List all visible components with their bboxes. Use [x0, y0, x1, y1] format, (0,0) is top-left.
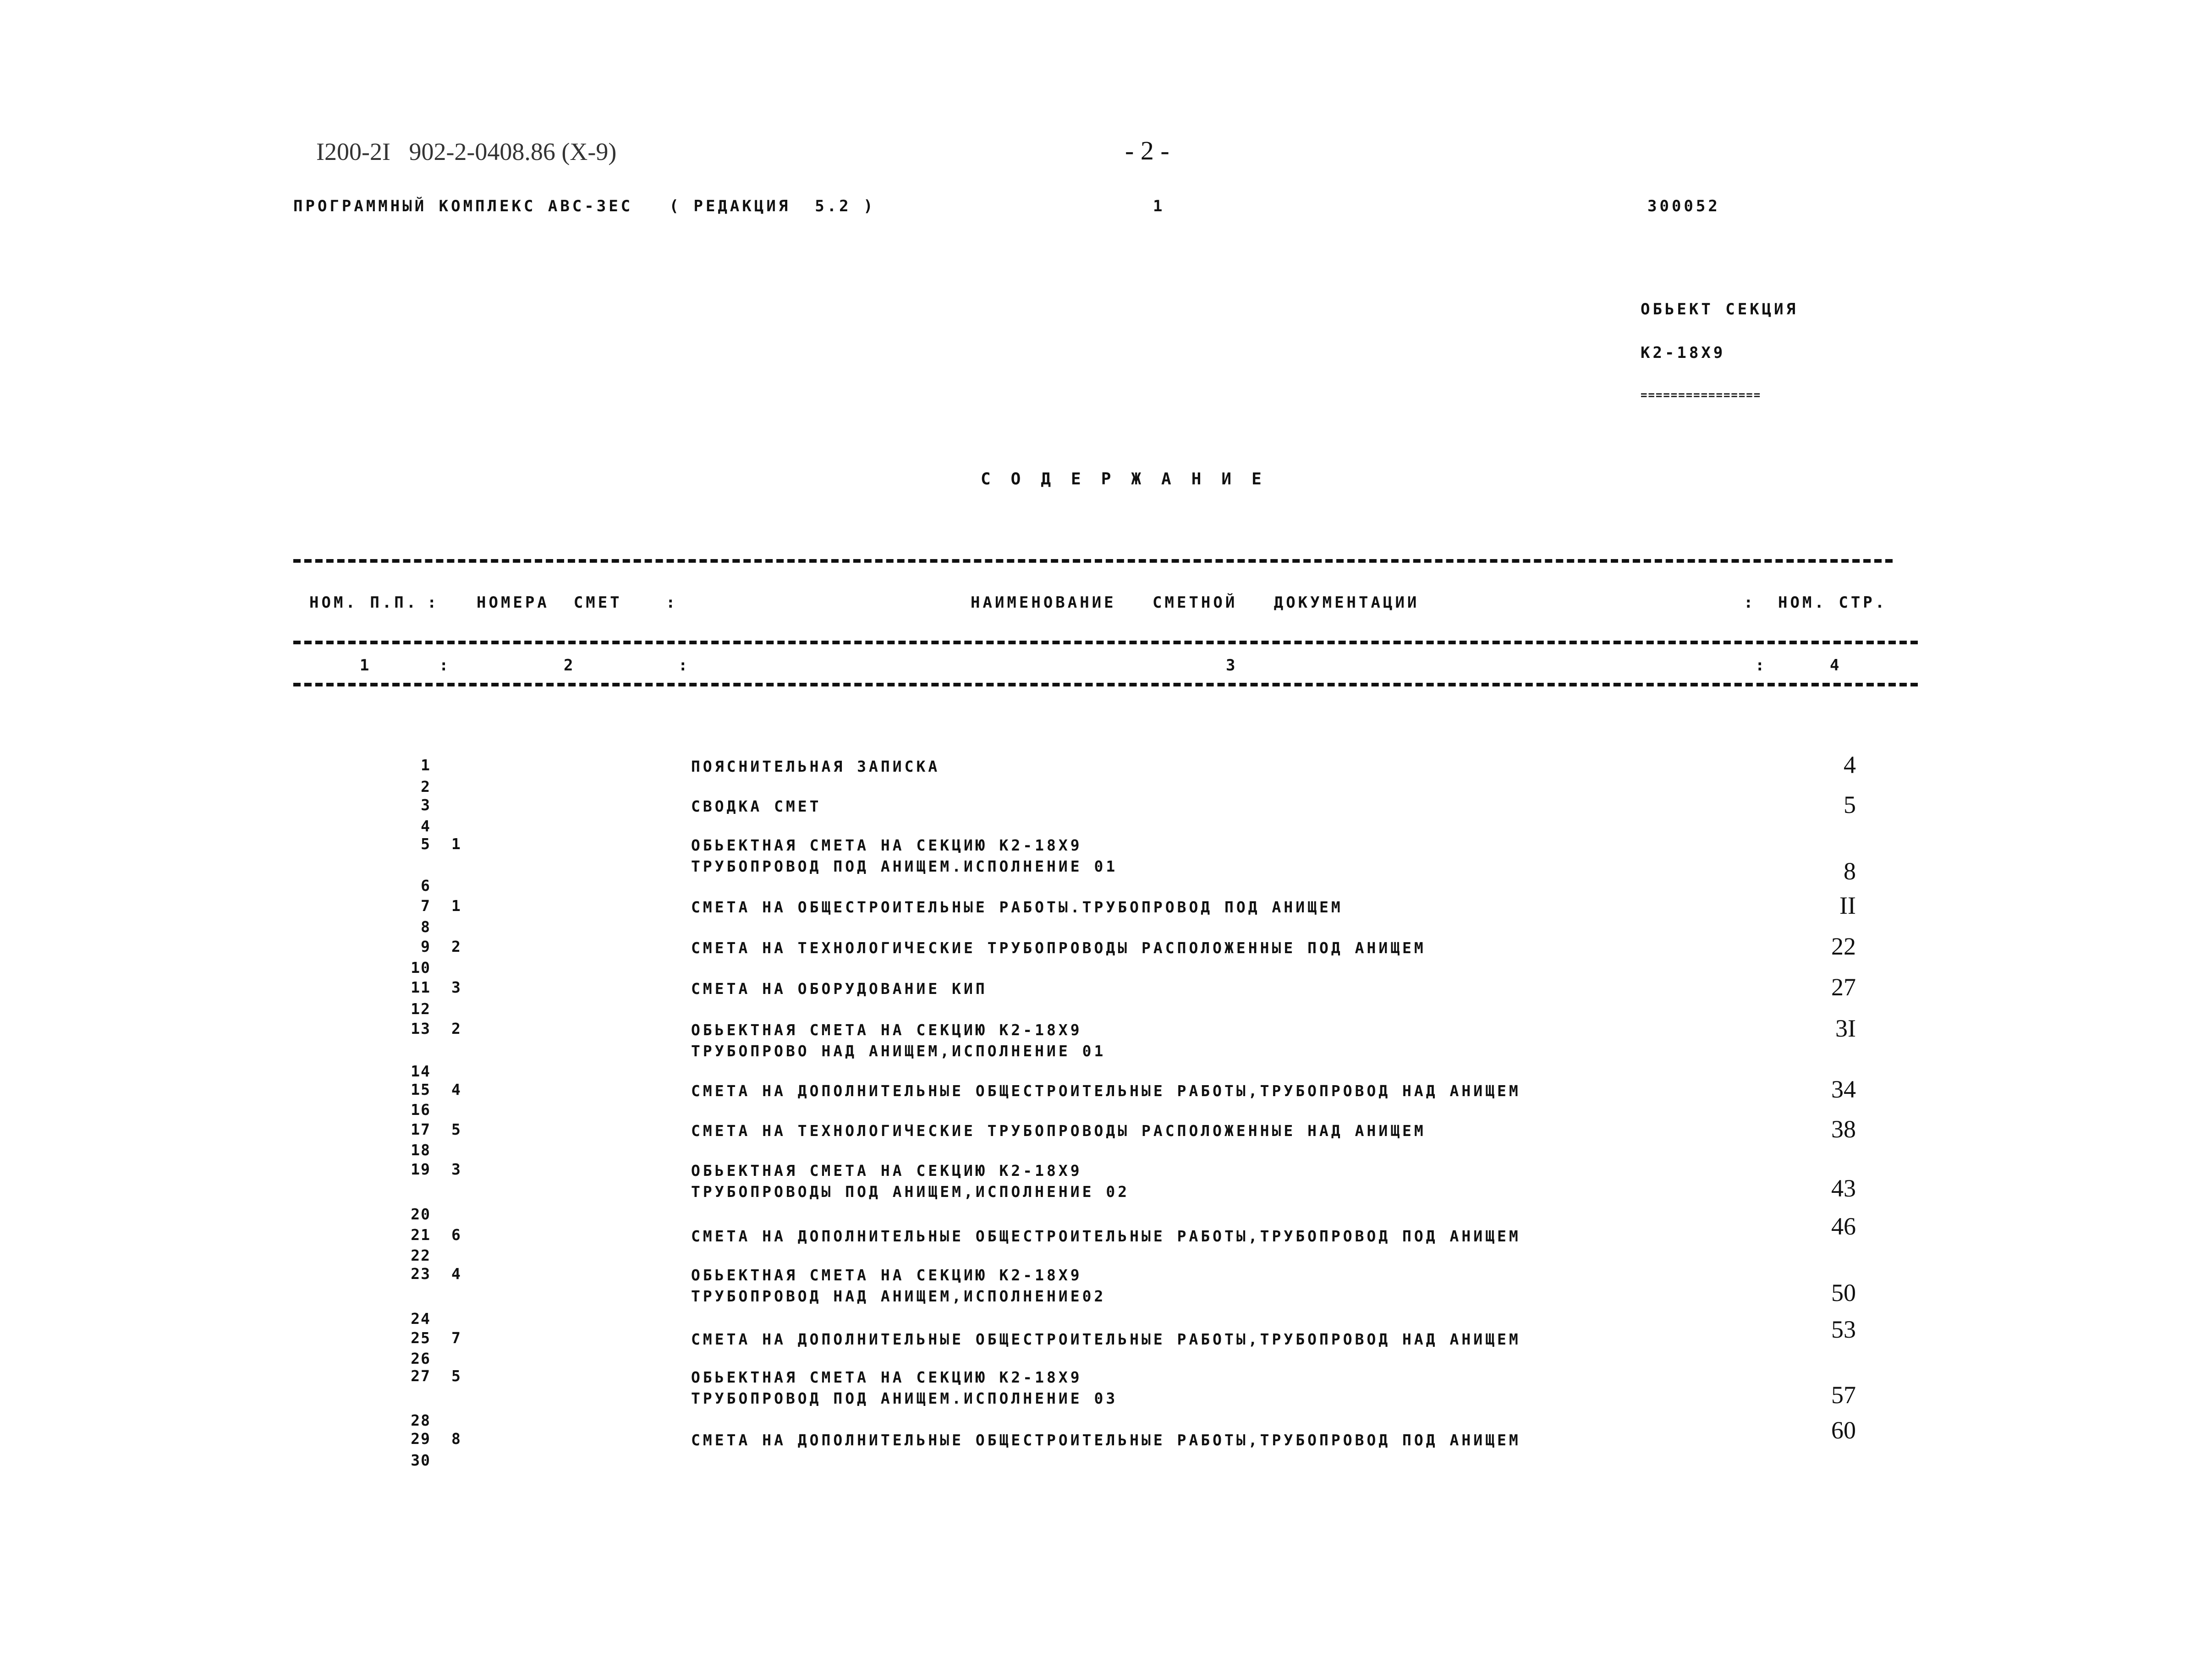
row-number: 24 — [411, 1310, 431, 1328]
page-ref: 27 — [1831, 973, 1856, 1001]
row-number: 27 — [411, 1367, 431, 1385]
page-ref: 57 — [1831, 1381, 1856, 1409]
table-row — [0, 1160, 2212, 1202]
column-separator: : — [1755, 656, 1767, 675]
row-number: 13 — [411, 1020, 431, 1037]
row-number: 21 — [411, 1226, 431, 1244]
table-row — [0, 835, 2212, 885]
header-item-number: НОМ. П.П. — [309, 593, 419, 612]
document-title: СМЕТА НА ТЕХНОЛОГИЧЕСКИЕ ТРУБОПРОВОДЫ РАСПОЛОЖЕННЫЕ НАД АНИЩЕМ — [691, 1122, 1426, 1140]
row-number: 20 — [411, 1205, 431, 1223]
column-number: 1 — [360, 656, 372, 675]
document-title: ОБЬЕКТНАЯ СМЕТА НА СЕКЦИЮ К2-18Х9 ТРУБОПРОВОД НАД АНИЩЕМ,ИСПОЛНЕНИЕ02 — [691, 1266, 1106, 1305]
table-row — [0, 1015, 2212, 1060]
table-row — [0, 1367, 2212, 1409]
code-number: 300052 — [1647, 197, 1720, 215]
document-title: СМЕТА НА ОБОРУДОВАНИЕ КИП — [691, 980, 988, 998]
estimate-number: 2 — [451, 938, 461, 955]
page-ref: 8 — [1844, 857, 1856, 885]
estimate-number: 1 — [451, 835, 461, 853]
page-ref: 34 — [1831, 1076, 1856, 1103]
table-row — [0, 1265, 2212, 1306]
row-number: 4 — [421, 817, 431, 835]
row-number: 7 — [421, 897, 431, 915]
page-ref: 5 — [1844, 791, 1856, 818]
document-title: СМЕТА НА ДОПОЛНИТЕЛЬНЫЕ ОБЩЕСТРОИТЕЛЬНЫЕ РАБОТЫ,ТРУБОПРОВОД НАД АНИЩЕМ — [691, 1330, 1521, 1348]
row-number: 16 — [411, 1101, 431, 1119]
page-ref: 43 — [1831, 1175, 1856, 1202]
document-title: СМЕТА НА ДОПОЛНИТЕЛЬНЫЕ ОБЩЕСТРОИТЕЛЬНЫЕ РАБОТЫ,ТРУБОПРОВОД ПОД АНИЩЕМ — [691, 1431, 1521, 1449]
document-title: СМЕТА НА ТЕХНОЛОГИЧЕСКИЕ ТРУБОПРОВОДЫ РАСПОЛОЖЕННЫЕ ПОД АНИЩЕМ — [691, 939, 1426, 957]
row-number: 2 — [421, 778, 431, 796]
estimate-number: 1 — [451, 897, 461, 915]
document-title: СВОДКА СМЕТ — [691, 797, 822, 815]
row-number: 14 — [411, 1062, 431, 1080]
document-title: ОБЬЕКТНАЯ СМЕТА НА СЕКЦИЮ К2-18Х9 ТРУБОПРОВОДЫ ПОД АНИЩЕМ,ИСПОЛНЕНИЕ 02 — [691, 1162, 1130, 1201]
object-code: К2-18Х9 — [1641, 344, 1726, 362]
header-separator: : — [666, 593, 678, 612]
row-number: 30 — [411, 1451, 431, 1469]
document-title: СМЕТА НА ОБЩЕСТРОИТЕЛЬНЫЕ РАБОТЫ.ТРУБОПРОВОД ПОД АНИЩЕМ — [691, 898, 1343, 916]
row-number: 28 — [411, 1411, 431, 1429]
row-number: 9 — [421, 938, 431, 955]
object-rule: ================ — [1641, 389, 1762, 401]
column-separator: : — [439, 656, 451, 675]
program-name: ПРОГРАММНЫЙ КОМПЛЕКС АВС-ЗЕС ( РЕДАКЦИЯ 5.2 ) — [293, 197, 876, 215]
page-ref: 3I — [1835, 1015, 1856, 1042]
page-ref: 60 — [1831, 1416, 1856, 1444]
document-title: СМЕТА НА ДОПОЛНИТЕЛЬНЫЕ ОБЩЕСТРОИТЕЛЬНЫЕ РАБОТЫ,ТРУБОПРОВОД НАД АНИЩЕМ — [691, 1082, 1521, 1100]
estimate-number: 4 — [451, 1265, 461, 1283]
column-number: 3 — [1226, 656, 1238, 675]
row-number: 22 — [411, 1246, 431, 1264]
estimate-number: 2 — [451, 1020, 461, 1037]
object-label: ОБЬЕКТ СЕКЦИЯ — [1641, 300, 1799, 318]
document-code: I200-2I 902-2-0408.86 (X-9) — [316, 138, 617, 165]
page-ref: 4 — [1844, 751, 1856, 779]
estimate-number: 8 — [451, 1430, 461, 1448]
row-number: 15 — [411, 1081, 431, 1098]
estimate-number: 6 — [451, 1226, 461, 1244]
header-page-number: НОМ. СТР. — [1778, 593, 1888, 612]
estimate-number: 4 — [451, 1081, 461, 1098]
document-title: ОБЬЕКТНАЯ СМЕТА НА СЕКЦИЮ К2-18Х9 ТРУБОПРОВОД ПОД АНИЩЕМ.ИСПОЛНЕНИЕ 03 — [691, 1368, 1118, 1407]
estimate-number: 5 — [451, 1120, 461, 1138]
contents-title: СОДЕРЖАНИЕ — [981, 470, 1282, 488]
row-number: 6 — [421, 877, 431, 895]
estimate-number: 3 — [451, 1160, 461, 1178]
row-number: 23 — [411, 1265, 431, 1283]
header-separator: : — [1744, 593, 1756, 612]
row-number: 29 — [411, 1430, 431, 1448]
estimate-number: 7 — [451, 1329, 461, 1347]
header-document-name: НАИМЕНОВАНИЕ СМЕТНОЙ ДОКУМЕНТАЦИИ — [971, 593, 1420, 612]
page-ref: 53 — [1831, 1316, 1856, 1343]
header-estimate-numbers: НОМЕРА СМЕТ — [477, 593, 622, 612]
row-number: 8 — [421, 918, 431, 936]
row-number: 18 — [411, 1141, 431, 1159]
row-number: 12 — [411, 1000, 431, 1018]
estimate-number: 3 — [451, 978, 461, 996]
header-separator: : — [427, 593, 439, 612]
document-title: ОБЬЕКТНАЯ СМЕТА НА СЕКЦИЮ К2-18Х9 ТРУБОПРОВОД ПОД АНИЩЕМ.ИСПОЛНЕНИЕ 01 — [691, 836, 1118, 875]
row-number: 1 — [421, 756, 431, 774]
document-title: ПОЯСНИТЕЛЬНАЯ ЗАПИСКА — [691, 757, 940, 775]
estimate-number: 5 — [451, 1367, 461, 1385]
page-ref: 22 — [1831, 933, 1856, 960]
page-ref: II — [1839, 892, 1856, 919]
row-number: 26 — [411, 1350, 431, 1367]
page-number: - 2 - — [1125, 136, 1169, 165]
row-number: 5 — [421, 835, 431, 853]
sheet-number: 1 — [1153, 197, 1165, 215]
row-number: 10 — [411, 959, 431, 977]
page-ref: 46 — [1831, 1213, 1856, 1240]
column-number: 4 — [1830, 656, 1842, 675]
row-number: 17 — [411, 1120, 431, 1138]
row-number: 11 — [411, 978, 431, 996]
document-title: ОБЬЕКТНАЯ СМЕТА НА СЕКЦИЮ К2-18Х9 ТРУБОПРОВО НАД АНИЩЕМ,ИСПОЛНЕНИЕ 01 — [691, 1021, 1106, 1060]
document-title: СМЕТА НА ДОПОЛНИТЕЛЬНЫЕ ОБЩЕСТРОИТЕЛЬНЫЕ РАБОТЫ,ТРУБОПРОВОД ПОД АНИЩЕМ — [691, 1227, 1521, 1245]
column-number: 2 — [564, 656, 576, 675]
row-number: 25 — [411, 1329, 431, 1347]
column-separator: : — [678, 656, 691, 675]
page-ref: 38 — [1831, 1115, 1856, 1143]
page-ref: 50 — [1831, 1279, 1856, 1306]
table-row — [0, 1451, 2212, 1479]
row-number: 19 — [411, 1160, 431, 1178]
row-number: 3 — [421, 796, 431, 814]
